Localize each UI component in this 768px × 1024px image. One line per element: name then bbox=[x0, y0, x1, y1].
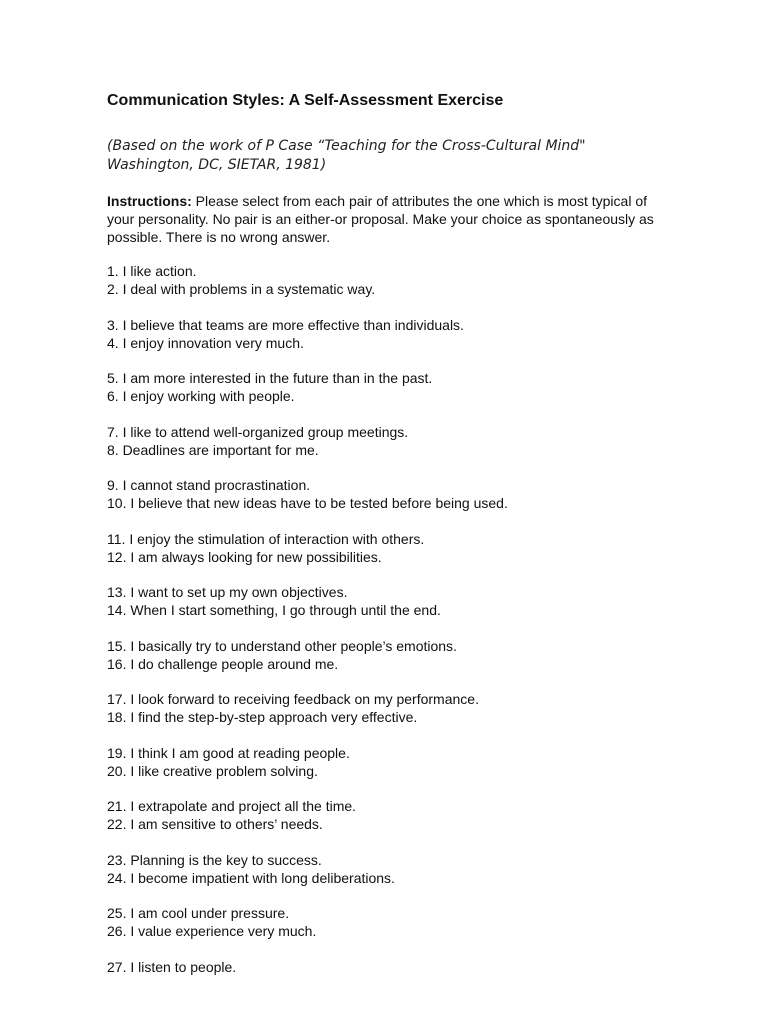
source-citation-line-1: (Based on the work of P Case “Teaching for the Cross-Cultural Mind" bbox=[107, 138, 586, 154]
statement-item: 16. I do challenge people around me. bbox=[107, 655, 339, 672]
statement-item: 20. I like creative problem solving. bbox=[107, 762, 318, 779]
statement-item: 11. I enjoy the stimulation of interaction with others. bbox=[107, 530, 425, 547]
statement-item: 5. I am more interested in the future than in the past. bbox=[107, 370, 433, 386]
statement-item: 10. I believe that new ideas have to be tested before being used. bbox=[107, 495, 508, 511]
statement-item: 19. I think I am good at reading people. bbox=[107, 744, 350, 761]
statement-item: 25. I am cool under pressure. bbox=[107, 905, 290, 921]
instructions-paragraph bbox=[107, 192, 667, 246]
statement-item: 9. I cannot stand procrastination. bbox=[107, 477, 311, 493]
source-citation-line-2: Washington, DC, SIETAR, 1981) bbox=[107, 157, 327, 173]
statement-item: 26. I value experience very much. bbox=[107, 923, 317, 939]
statement-item: 8. Deadlines are important for me. bbox=[107, 441, 319, 458]
statement-item: 3. I believe that teams are more effective than individuals. bbox=[107, 316, 464, 333]
document-title: Communication Styles: A Self-Assessment Exercise bbox=[107, 92, 504, 109]
instructions-text: Please select from each pair of attributes the one which is most typical of your personality. No pair is an either-or proposal. Make your choice as spontaneously as possible. There is no wrong answer. bbox=[107, 193, 654, 245]
statement-item: 24. I become impatient with long deliberations. bbox=[107, 869, 395, 886]
statement-item: 15. I basically try to understand other people’s emotions. bbox=[107, 637, 457, 654]
statement-item: 18. I find the step-by-step approach very effective. bbox=[107, 709, 418, 725]
statement-item: 6. I enjoy working with people. bbox=[107, 388, 295, 404]
statement-item: 23. Planning is the key to success. bbox=[107, 851, 322, 868]
statement-item: 27. I listen to people. bbox=[107, 958, 237, 975]
statement-item: 12. I am always looking for new possibilities. bbox=[107, 548, 382, 565]
statement-item: 7. I like to attend well-organized group meetings. bbox=[107, 423, 409, 440]
statement-item: 21. I extrapolate and project all the time. bbox=[107, 798, 357, 814]
instructions-label: Instructions: bbox=[107, 193, 192, 209]
statement-item: 14. When I start something, I go through until the end. bbox=[107, 602, 441, 618]
statement-item: 2. I deal with problems in a systematic way. bbox=[107, 281, 376, 297]
statement-item: 4. I enjoy innovation very much. bbox=[107, 334, 304, 351]
statement-item: 22. I am sensitive to others’ needs. bbox=[107, 816, 323, 832]
statement-item: 17. I look forward to receiving feedback on my performance. bbox=[107, 691, 479, 707]
statement-item: 13. I want to set up my own objectives. bbox=[107, 584, 348, 600]
statement-item: 1. I like action. bbox=[107, 263, 197, 279]
source-citation bbox=[107, 137, 707, 175]
